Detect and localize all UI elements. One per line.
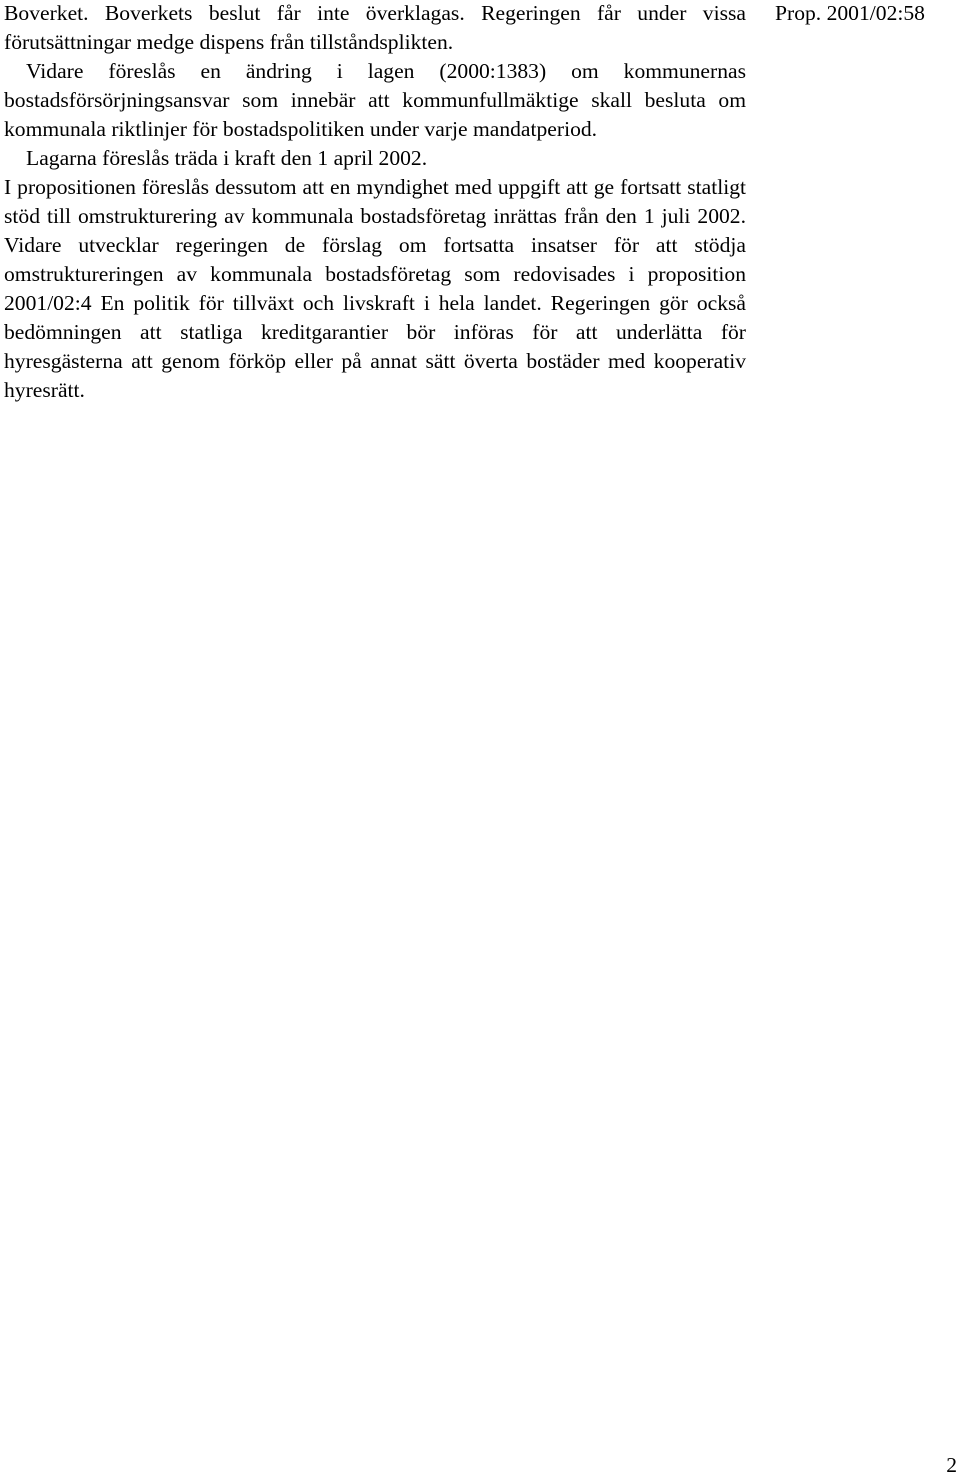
paragraph-boverket: Boverket. Boverkets beslut får inte överklagas. Regeringen får under vissa förutsättningar medge dispens från tillståndsplikten.	[4, 1, 746, 54]
paragraph-entry-into-force: Lagarna föreslås träda i kraft den 1 april 2002.	[26, 146, 428, 170]
proposition-reference: Prop. 2001/02:58	[775, 1, 925, 25]
paragraph-proposition: I propositionen föreslås dessutom att en myndighet med uppgift att ge fortsatt statligt stöd till omstrukturering av kommunala bostadsföretag inrättas från den 1 juli 2002. Vidare utvecklar regeringen de förslag om fortsatta insatser för att stödja omstruktureringen av kommunala bostadsföretag som redovisades i proposition 2001/02:4 En politik för tillväxt och livskraft i hela landet. Regeringen gör också bedömningen att statliga kreditgarantier bör införas för att underlätta för hyresgästerna att genom förköp eller på annat sätt överta bostäder med kooperativ hyresrätt.	[4, 175, 746, 402]
paragraph-law-amendment: Vidare föreslås en ändring i lagen (2000:1383) om kommunernas bostadsförsörjningsansvar som innebär att kommunfullmäktige skall besluta om kommunala riktlinjer för bostadspolitiken under varje mandatperiod.	[4, 59, 746, 141]
page-number: 2	[946, 1453, 957, 1477]
body-text-column	[4, 0, 746, 405]
